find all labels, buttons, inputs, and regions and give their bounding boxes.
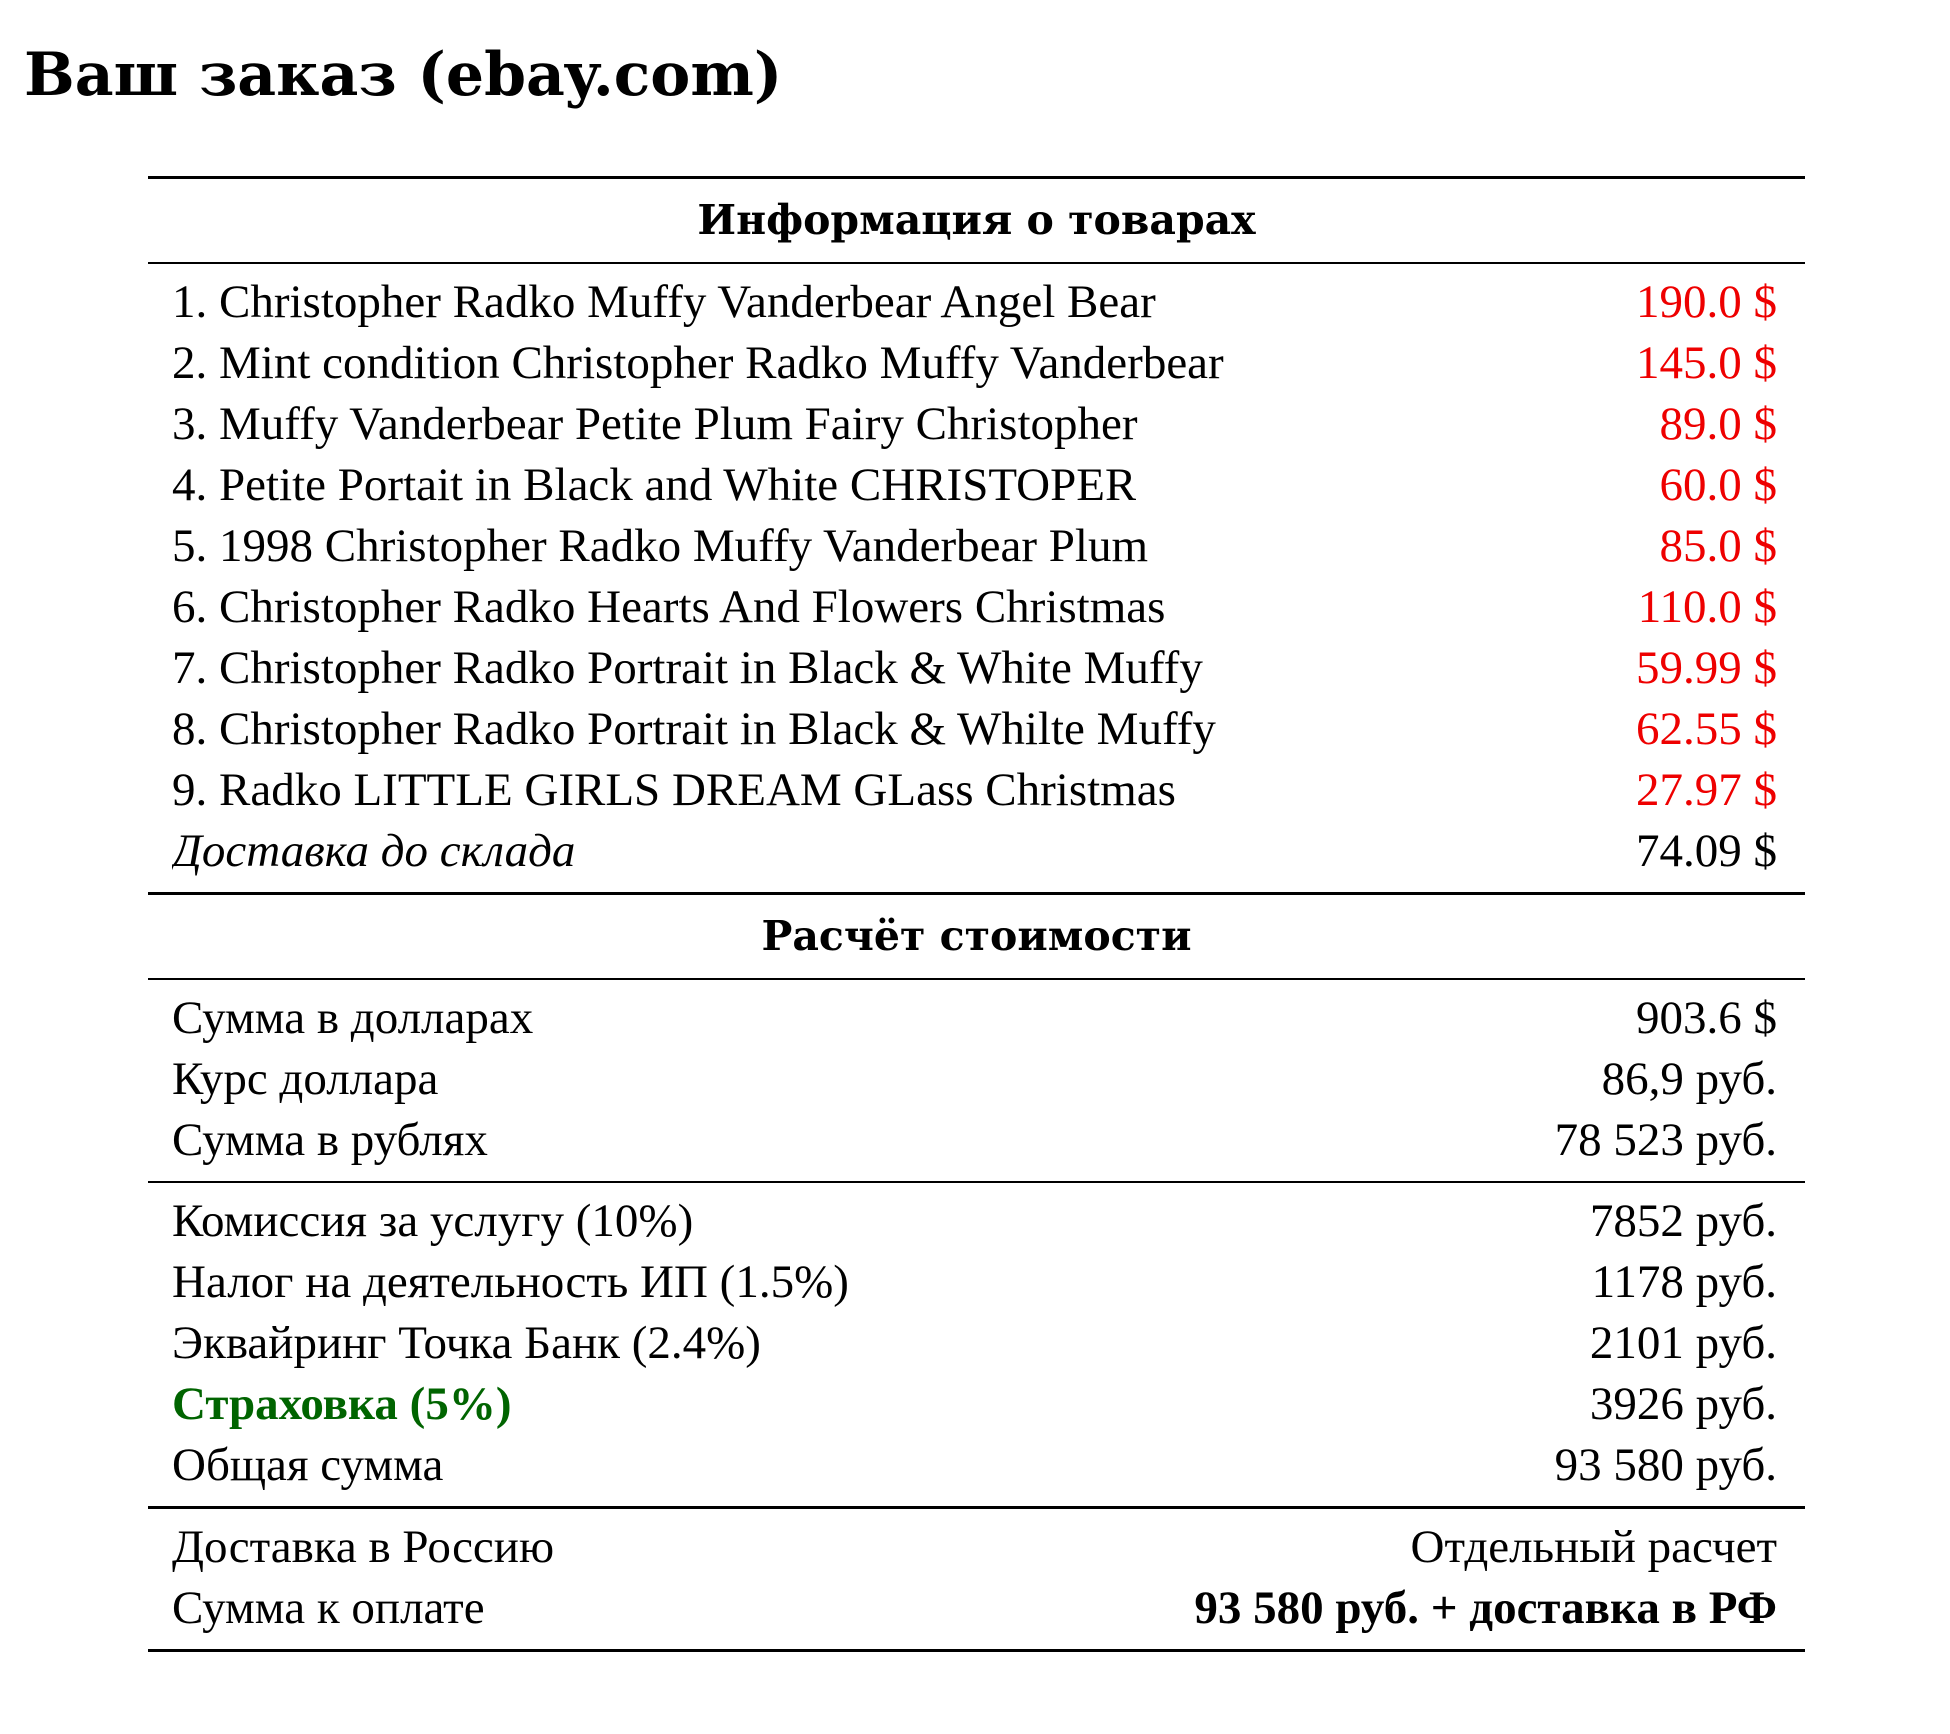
table-bottom-rule [148,1649,1805,1652]
conversion-list [148,980,1805,1181]
service-fee-label: Комиссия за услугу (10%) [172,1195,694,1247]
list-item [148,394,1805,455]
russia-delivery-value: Отдельный расчет [1410,1521,1777,1573]
item-price: 60.0 $ [1659,459,1777,511]
amount-due-value: 93 580 руб. + доставка в РФ [1194,1582,1777,1634]
item-label: 4. Petite Portait in Black and White CHRISTOPER [172,459,1137,511]
total-row [148,1435,1805,1496]
item-price: 59.99 $ [1636,642,1777,694]
russia-delivery-row [148,1517,1805,1578]
list-item [148,760,1805,821]
item-price: 145.0 $ [1636,337,1777,389]
warehouse-delivery-row [148,821,1805,882]
insurance-label: Страховка (5%) [172,1378,512,1430]
warehouse-delivery-label: Доставка до склада [172,825,576,877]
items-list [148,264,1805,892]
item-price: 62.55 $ [1636,703,1777,755]
sum-usd-value: 903.6 $ [1636,992,1777,1044]
service-fee-row [148,1191,1805,1252]
page-title: Ваш заказ (ebay.com) [24,40,783,110]
total-label: Общая сумма [172,1439,444,1491]
item-label: 5. 1998 Christopher Radko Muffy Vanderbear Plum [172,520,1149,572]
sum-rub-value: 78 523 руб. [1554,1114,1777,1166]
sum-rub-row [148,1110,1805,1171]
tax-value: 1178 руб. [1591,1256,1777,1308]
list-item [148,699,1805,760]
acquiring-row [148,1313,1805,1374]
items-section-header: Информация о товарах [697,196,1256,244]
exchange-rate-value: 86,9 руб. [1601,1053,1777,1105]
insurance-row [148,1374,1805,1435]
item-label: 9. Radko LITTLE GIRLS DREAM GLass Christmas [172,764,1176,816]
sum-rub-label: Сумма в рублях [172,1114,488,1166]
list-item [148,333,1805,394]
tax-row [148,1252,1805,1313]
service-fee-value: 7852 руб. [1589,1195,1777,1247]
final-list [148,1509,1805,1649]
item-label: 7. Christopher Radko Portrait in Black & White Muffy [172,642,1203,694]
insurance-value: 3926 руб. [1589,1378,1777,1430]
item-label: 6. Christopher Radko Hearts And Flowers Christmas [172,581,1166,633]
fees-list [148,1183,1805,1506]
tax-label: Налог на деятельность ИП (1.5%) [172,1256,849,1308]
order-summary-table [148,176,1805,1652]
list-item [148,272,1805,333]
total-value: 93 580 руб. [1554,1439,1777,1491]
item-label: 8. Christopher Radko Portrait in Black & Whilte Muffy [172,703,1216,755]
item-label: 2. Mint condition Christopher Radko Muffy Vanderbear [172,337,1224,389]
sum-usd-row [148,988,1805,1049]
warehouse-delivery-value: 74.09 $ [1636,825,1777,877]
item-label: 3. Muffy Vanderbear Petite Plum Fairy Christopher [172,398,1138,450]
amount-due-row [148,1578,1805,1639]
exchange-rate-row [148,1049,1805,1110]
list-item [148,455,1805,516]
item-price: 27.97 $ [1636,764,1777,816]
item-label: 1. Christopher Radko Muffy Vanderbear Angel Bear [172,276,1156,328]
acquiring-value: 2101 руб. [1589,1317,1777,1369]
item-price: 85.0 $ [1659,520,1777,572]
list-item [148,638,1805,699]
list-item [148,516,1805,577]
cost-section-header: Расчёт стоимости [761,912,1192,960]
item-price: 110.0 $ [1637,581,1777,633]
sum-usd-label: Сумма в долларах [172,992,534,1044]
russia-delivery-label: Доставка в Россию [172,1521,555,1573]
item-price: 89.0 $ [1659,398,1777,450]
list-item [148,577,1805,638]
exchange-rate-label: Курс доллара [172,1053,439,1105]
item-price: 190.0 $ [1636,276,1777,328]
amount-due-label: Сумма к оплате [172,1582,485,1634]
acquiring-label: Эквайринг Точка Банк (2.4%) [172,1317,761,1369]
